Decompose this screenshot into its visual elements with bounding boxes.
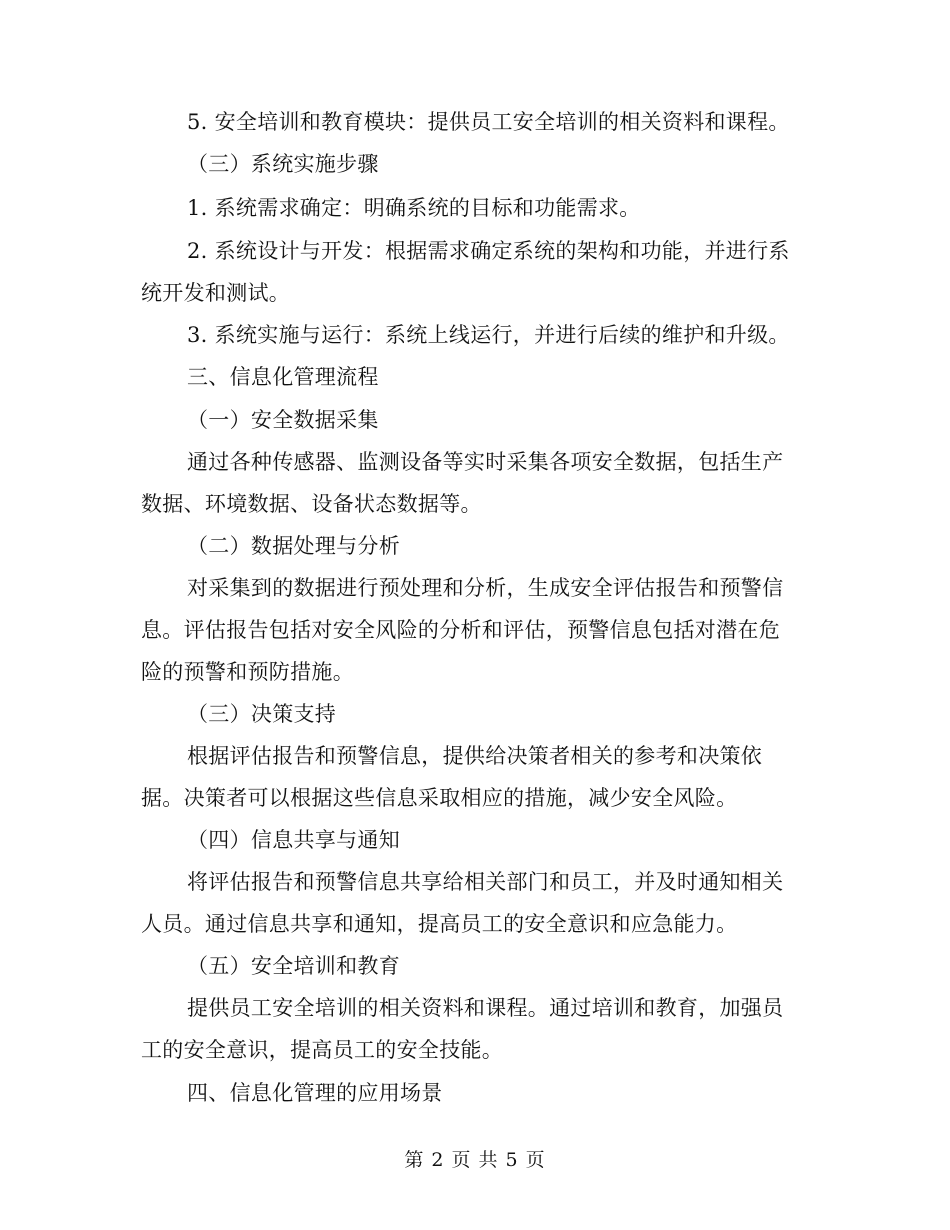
paragraph-line: 数据、环境数据、设备状态数据等。 xyxy=(141,492,482,516)
section-heading: （三）决策支持 xyxy=(187,702,337,726)
list-item: 1. 系统需求确定：明确系统的目标和功能需求。 xyxy=(187,196,641,220)
paragraph-line: 通过各种传感器、监测设备等实时采集各项安全数据，包括生产 xyxy=(187,450,784,474)
chapter-heading: 四、信息化管理的应用场景 xyxy=(187,1081,443,1105)
paragraph-line: 根据评估报告和预警信息，提供给决策者相关的参考和决策依 xyxy=(187,744,763,768)
list-item: 5. 安全培训和教育模块：提供员工安全培训的相关资料和课程。 xyxy=(187,110,790,134)
paragraph-line: 提供员工安全培训的相关资料和课程。通过培训和教育，加强员 xyxy=(187,996,784,1020)
paragraph-line: 险的预警和预防措施。 xyxy=(141,660,354,684)
section-heading: （五）安全培训和教育 xyxy=(187,954,400,978)
section-heading: （一）安全数据采集 xyxy=(187,408,379,432)
paragraph-line: 将评估报告和预警信息共享给相关部门和员工，并及时通知相关 xyxy=(187,870,784,894)
paragraph-line: 工的安全意识，提高员工的安全技能。 xyxy=(141,1038,504,1062)
paragraph-line: 对采集到的数据进行预处理和分析，生成安全评估报告和预警信 xyxy=(187,576,784,600)
chapter-heading: 三、信息化管理流程 xyxy=(187,365,379,389)
section-heading: （四）信息共享与通知 xyxy=(187,828,400,852)
section-heading: （二）数据处理与分析 xyxy=(187,534,400,558)
list-item: 3. 系统实施与运行：系统上线运行，并进行后续的维护和升级。 xyxy=(187,323,790,347)
paragraph-line: 息。评估报告包括对安全风险的分析和评估，预警信息包括对潜在危 xyxy=(141,618,780,642)
list-item-continuation: 统开发和测试。 xyxy=(141,281,291,305)
list-item: 2. 系统设计与开发：根据需求确定系统的架构和功能，并进行系 xyxy=(187,239,790,263)
paragraph-line: 人员。通过信息共享和通知，提高员工的安全意识和应急能力。 xyxy=(141,912,738,936)
section-heading: （三）系统实施步骤 xyxy=(187,152,379,176)
paragraph-line: 据。决策者可以根据这些信息采取相应的措施，减少安全风险。 xyxy=(141,786,738,810)
page-footer: 第 2 页 共 5 页 xyxy=(404,1149,546,1171)
